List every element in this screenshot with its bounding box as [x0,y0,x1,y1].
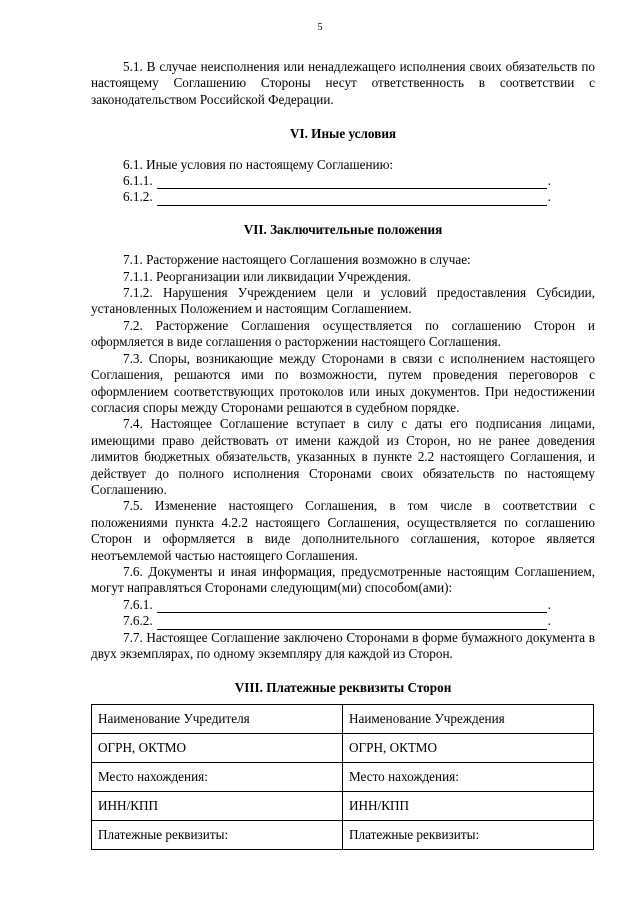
institution-cell: Наименование Учреждения [343,705,594,734]
payment-details-table [91,704,594,850]
founder-cell: Наименование Учредителя [92,705,343,734]
founder-cell: Место нахождения: [92,763,343,792]
blank-line [157,600,547,613]
blank-line [157,176,547,189]
paragraph-7-4: 7.4. Настоящее Соглашение вступает в силу с даты его подписания лицами, имеющими право действовать от имени каждой из Сторон, но не ранее доведения лимитов бюджетных обязательств, указанных в пункте 2.2 настоящего Соглашения, и действует до полного исполнения Сторонами своих обязательств по настоящему Соглашению. [91,416,595,497]
table-row [92,705,594,734]
paragraph-7-1-1: 7.1.1. Реорганизации или ликвидации Учреждения. [123,268,411,284]
item-number: 6.1.1. [123,173,153,189]
blank-line [157,193,547,206]
section-7-title: VII. Заключительные положения [243,221,443,237]
document-body [91,59,595,697]
fill-line-7-6-2: 7.6.2. . [123,613,551,629]
paragraph-7-1: 7.1. Расторжение настоящего Соглашения возможно в случае: [123,252,471,268]
table-row [92,821,594,850]
paragraph-7-5: 7.5. Изменение настоящего Соглашения, в том числе в соответствии с положениями пункта 4.2.2 настоящего Соглашения, осуществляется по соглашению Сторон и оформляется в виде дополнительного соглашения, которое является неотъемлемой частью настоящего Соглашения. [91,498,595,563]
institution-cell: ИНН/КПП [343,792,594,821]
table-row [92,792,594,821]
paragraph-7-6: 7.6. Документы и иная информация, предусмотренные настоящим Соглашением, могут направляться Сторонами следующим(ми) способом(ами): [91,563,595,596]
paragraph-5-1: 5.1. В случае неисполнения или ненадлежащего исполнения своих обязательств по настоящему Соглашению Стороны несут ответственность в соответствии с законодательством Российской Федерации. [91,59,595,107]
table-row [92,763,594,792]
institution-cell: Место нахождения: [343,763,594,792]
fill-line-6-1-2: 6.1.2. . [123,189,551,205]
founder-cell: ОГРН, ОКТМО [92,734,343,763]
blank-line [157,617,547,630]
fill-line-6-1-1: 6.1.1. . [123,173,551,189]
paragraph-6-1: 6.1. Иные условия по настоящему Соглашению: [123,156,394,172]
paragraph-7-2: 7.2. Расторжение Соглашения осуществляется по соглашению Сторон и оформляется в виде соглашения о расторжении настоящего Соглашения. [91,317,595,350]
item-number: 7.6.2. [123,613,153,629]
section-6-title: VI. Иные условия [289,126,397,142]
item-number: 6.1.2. [123,189,153,205]
item-number: 7.6.1. [123,596,153,612]
institution-cell: ОГРН, ОКТМО [343,734,594,763]
paragraph-7-3: 7.3. Споры, возникающие между Сторонами в связи с исполнением настоящего Соглашения, решаются ими по возможности, путем проведения переговоров с оформлением соответствующих протоколов или иных документов. При недостижении согласия споры между Сторонами решаются в судебном порядке. [91,350,595,415]
founder-cell: ИНН/КПП [92,792,343,821]
paragraph-7-1-2: 7.1.2. Нарушения Учреждением цели и условий предоставления Субсидии, установленных Положением и настоящим Соглашением. [91,285,595,317]
table-row [92,734,594,763]
fill-line-7-6-1: 7.6.1. . [123,596,551,612]
paragraph-7-7: 7.7. Настоящее Соглашение заключено Сторонами в форме бумажного документа в двух экземплярах, по одному экземпляру для каждой из Сторон. [91,629,595,661]
founder-cell: Платежные реквизиты: [92,821,343,850]
section-8-title: VIII. Платежные реквизиты Сторон [234,680,452,696]
page-number: 5 [317,22,323,33]
institution-cell: Платежные реквизиты: [343,821,594,850]
